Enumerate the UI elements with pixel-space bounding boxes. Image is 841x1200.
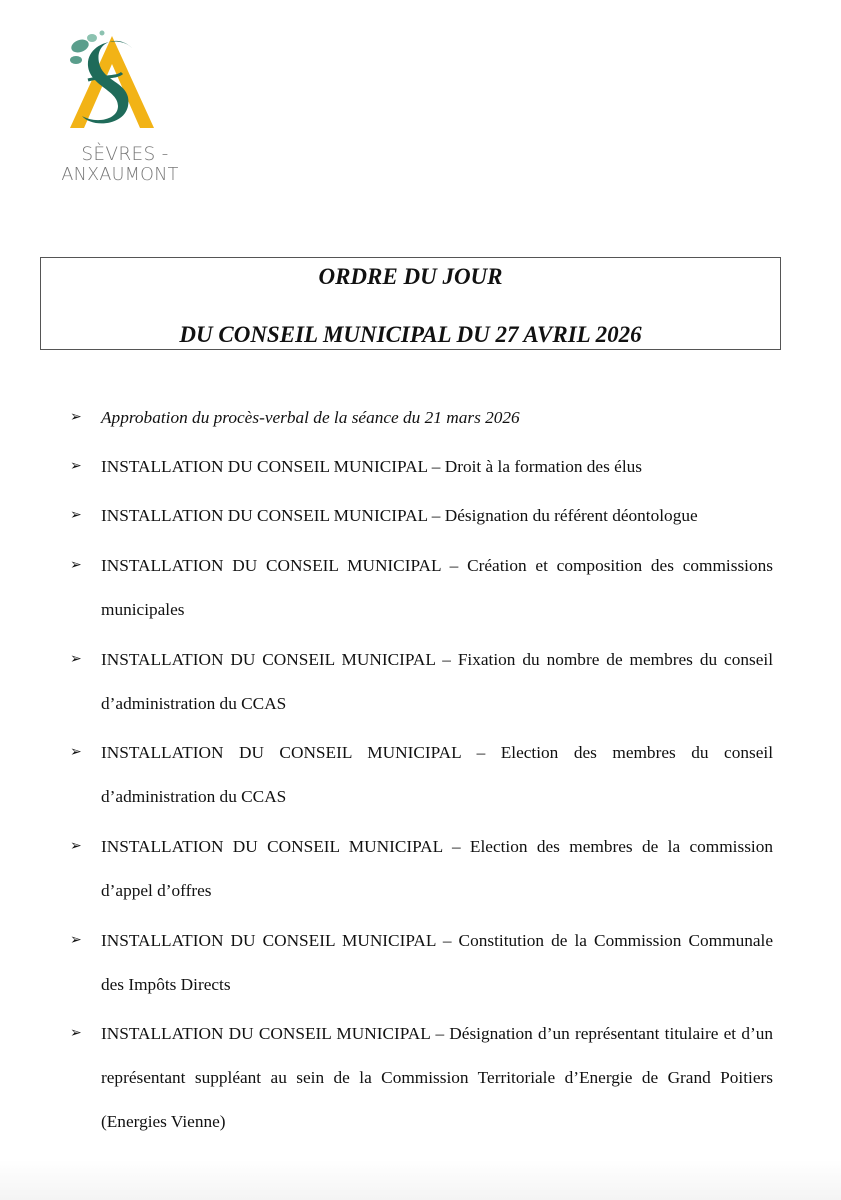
arrow-bullet-icon: ➢ (70, 933, 82, 948)
arrow-bullet-icon: ➢ (70, 459, 82, 474)
page-title: ORDRE DU JOUR (318, 264, 503, 289)
agenda-item (70, 825, 773, 913)
agenda-item-text: Approbation du procès-verbal de la séance du 21 mars 2026 (101, 408, 520, 427)
agenda-item (70, 544, 773, 632)
arrow-bullet-icon: ➢ (70, 839, 82, 854)
agenda-item (70, 731, 773, 819)
agenda-item (70, 445, 773, 489)
agenda-item-text: INSTALLATION DU CONSEIL MUNICIPAL – Création et composition des commissions municipales (101, 556, 773, 619)
agenda-item-text: INSTALLATION DU CONSEIL MUNICIPAL – Désignation du référent déontologue (101, 506, 698, 525)
logo-text-line1: SÈVRES - (81, 144, 169, 165)
arrow-bullet-icon: ➢ (70, 1026, 82, 1041)
agenda-item-text: INSTALLATION DU CONSEIL MUNICIPAL – Fixation du nombre de membres du conseil d’administration du CCAS (101, 650, 773, 713)
title-box (40, 257, 781, 350)
agenda-item-text: INSTALLATION DU CONSEIL MUNICIPAL – Désignation d’un représentant titulaire et d’un représentant suppléant au sein de la Commission Territoriale d’Energie de Grand Poitiers (Energies Vienne) (101, 1024, 773, 1131)
page-subtitle: DU CONSEIL MUNICIPAL DU 27 AVRIL 2026 (179, 322, 642, 347)
agenda-item-text: INSTALLATION DU CONSEIL MUNICIPAL – Election des membres de la commission d’appel d’offres (101, 837, 773, 900)
agenda-item-text: INSTALLATION DU CONSEIL MUNICIPAL – Election des membres du conseil d’administration du CCAS (101, 743, 773, 806)
agenda-item (70, 494, 773, 538)
agenda-item (70, 396, 773, 440)
municipality-logo (40, 28, 200, 188)
arrow-bullet-icon: ➢ (70, 508, 82, 523)
logo-emblem-icon (62, 28, 162, 138)
arrow-bullet-icon: ➢ (70, 745, 82, 760)
arrow-bullet-icon: ➢ (70, 558, 82, 573)
agenda-item (70, 919, 773, 1007)
logo-text-line2: ANXAUMONT (61, 165, 179, 185)
agenda-item (70, 1012, 773, 1144)
agenda-item (70, 638, 773, 726)
agenda-item-text: INSTALLATION DU CONSEIL MUNICIPAL – Constitution de la Commission Communale des Impôts Directs (101, 931, 773, 994)
arrow-bullet-icon: ➢ (70, 410, 82, 425)
agenda-item-text: INSTALLATION DU CONSEIL MUNICIPAL – Droit à la formation des élus (101, 457, 642, 476)
arrow-bullet-icon: ➢ (70, 652, 82, 667)
